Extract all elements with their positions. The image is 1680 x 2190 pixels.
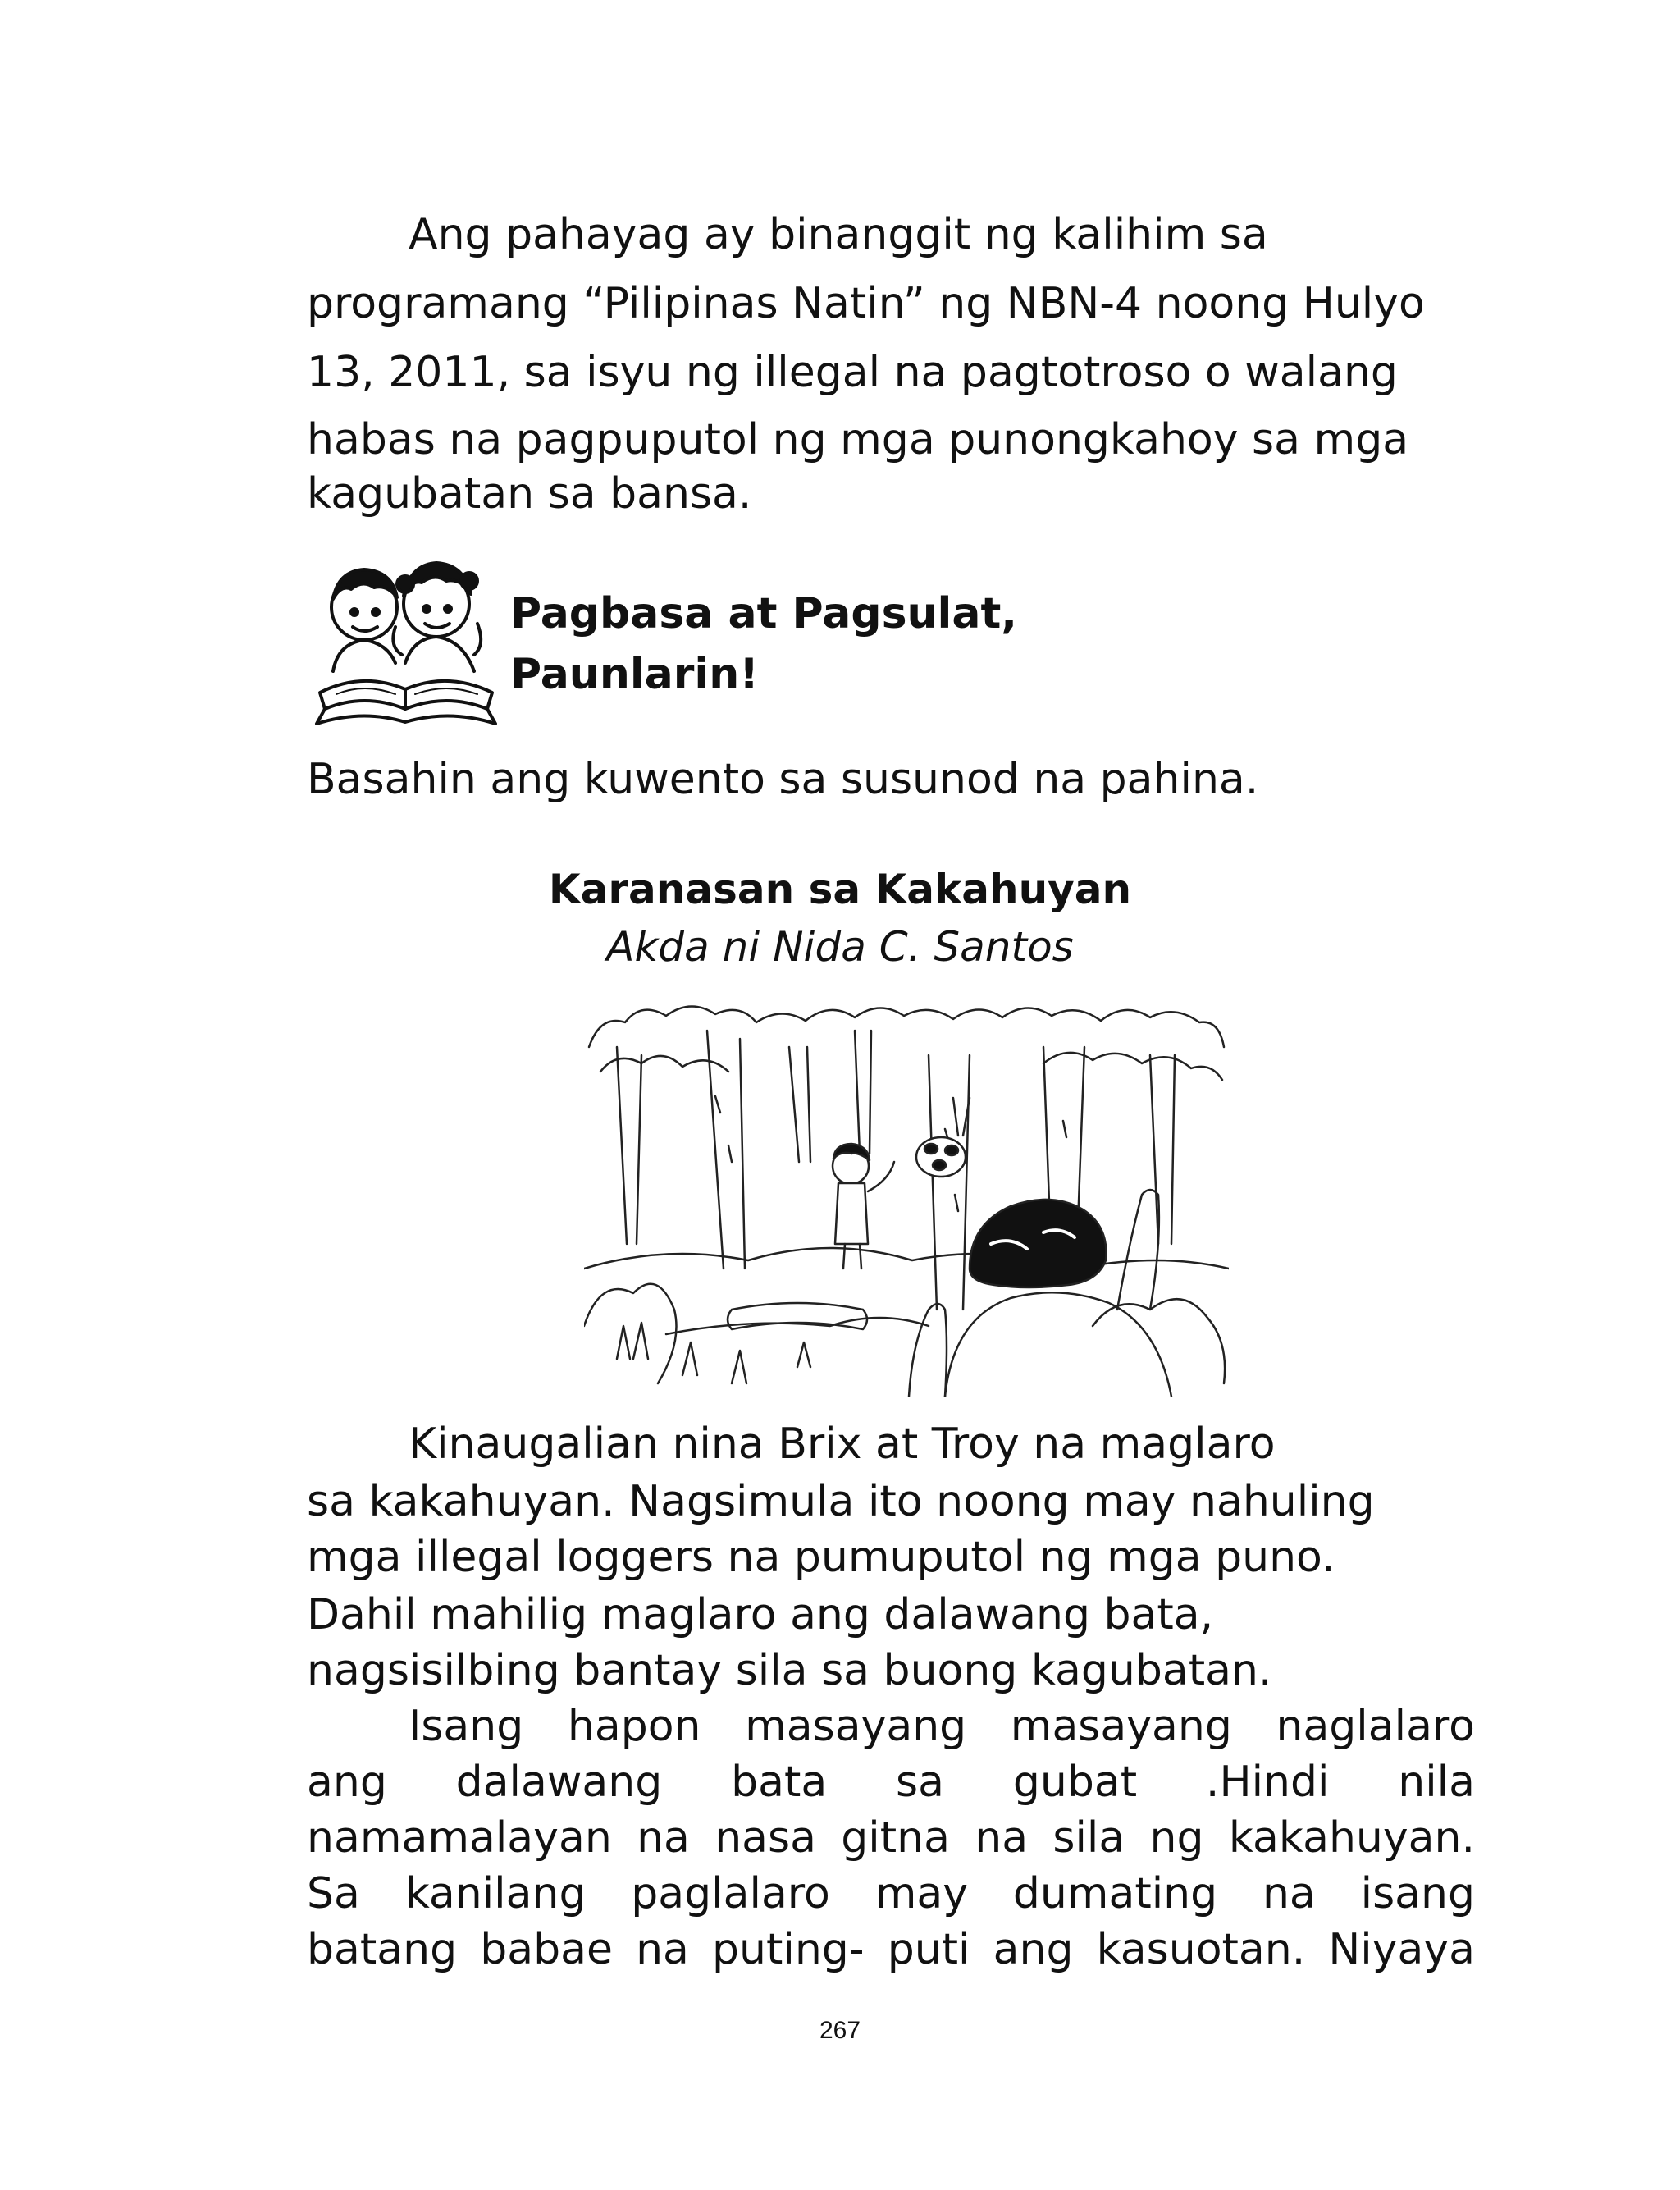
kids-reading-book-icon: [313, 548, 499, 730]
story-line: Kinaugalian nina Brix at Troy na maglaro: [409, 1420, 1276, 1469]
story-line: batang babae na puting- puti ang kasuotan. Niyaya: [307, 1925, 1475, 1974]
section-heading-line1: Pagbasa at Pagsulat,: [510, 589, 1018, 638]
intro-line: 13, 2011, sa isyu ng illegal na pagtotroso o walang: [307, 348, 1398, 397]
story-line: mga illegal loggers na pumuputol ng mga puno.: [307, 1533, 1335, 1582]
intro-line: kagubatan sa bansa.: [307, 469, 752, 519]
story-title: Karanasan sa Kakahuyan: [548, 866, 1132, 913]
instruction-text: Basahin ang kuwento sa susunod na pahina.: [307, 755, 1259, 804]
story-line: sa kakahuyan. Nagsimula ito noong may nahuling: [307, 1477, 1375, 1526]
intro-line: Ang pahayag ay binanggit ng kalihim sa: [409, 210, 1268, 259]
intro-line: habas na pagpuputol ng mga punongkahoy sa mga: [307, 415, 1409, 464]
intro-line: programang “Pilipinas Natin” ng NBN-4 noong Hulyo: [307, 279, 1425, 328]
story-line: nagsisilbing bantay sila sa buong kagubatan.: [307, 1646, 1272, 1695]
section-heading-line2: Paunlarin!: [510, 650, 759, 699]
story-author: Akda ni Nida C. Santos: [606, 923, 1074, 971]
story-line: namamalayan na nasa gitna na sila ng kakahuyan.: [307, 1813, 1475, 1863]
story-line: Dahil mahilig maglaro ang dalawang bata,: [307, 1590, 1214, 1639]
story-line: Isang hapon masayang masayang naglalaro: [409, 1702, 1475, 1751]
story-line: Sa kanilang paglalaro may dumating na isang: [307, 1869, 1475, 1918]
page-number: 267: [819, 2017, 861, 2044]
forest-children-illustration: [584, 998, 1229, 1397]
story-line: ang dalawang bata sa gubat .Hindi nila: [307, 1758, 1475, 1807]
